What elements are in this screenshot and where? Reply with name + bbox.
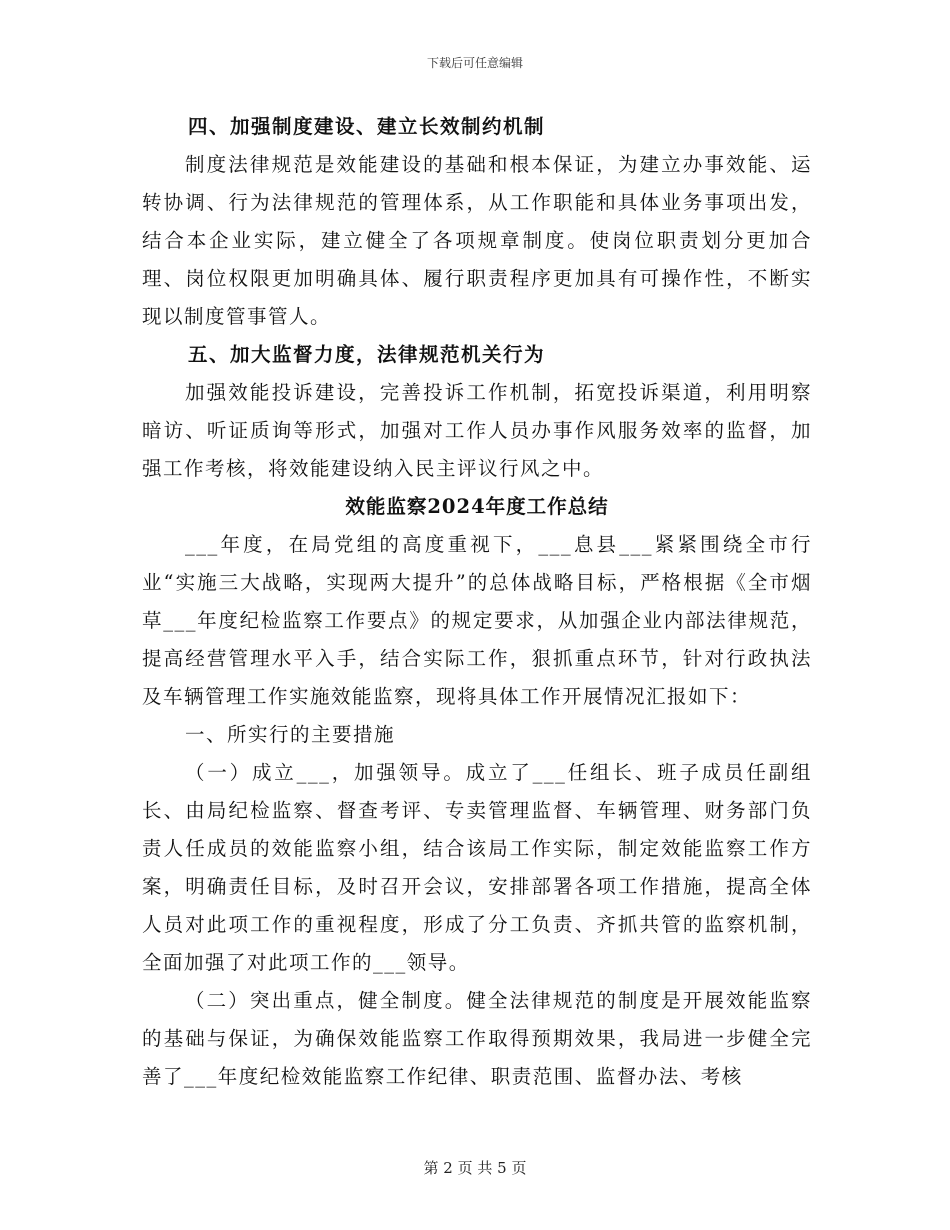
paragraph: ___年度，在局党组的高度重视下，___息县___紧紧围绕全市行业“实施三大战略，实现两大提升”的总体战略目标，严格根据《全市烟草___年度纪检监察工作要点》的规定要求，从加强企业内部法律规范，提高经营管理水平入手，结合实际工作，狠抓重点环节，针对行政执法及车辆管理工作实施效能监察，现将具体工作开展情况汇报如下： (142, 533, 812, 708)
paragraph: 加强效能投诉建设，完善投诉工作机制，拓宽投诉渠道，利用明察暗访、听证质询等形式，加强对工作人员办事作风服务效率的监督，加强工作考核，将效能建设纳入民主评议行风之中。 (142, 381, 812, 480)
page-number: 第 2 页 共 5 页 (423, 1159, 527, 1177)
paragraph: 制度法律规范是效能建设的基础和根本保证，为建立办事效能、运转协调、行为法律规范的管理体系，从工作职能和具体业务事项出发，结合本企业实际，建立健全了各项规章制度。使岗位职责划分更加合理、岗位权限更加明确具体、履行职责程序更加具有可操作性，不断实现以制度管事管人。 (142, 153, 812, 328)
subheading: 一、所实行的主要措施 (185, 723, 396, 746)
page-header: 下载后可任意编辑 (426, 56, 523, 70)
section-heading-4: 四、加强制度建设、建立长效制约机制 (188, 115, 546, 138)
paragraph: （二）突出重点，健全制度。健全法律规范的制度是开展效能监察的基础与保证，为确保效能监察工作取得预期效果，我局进一步健全完善了___年度纪检效能监察工作纪律、职责范围、监督办法、考核 (142, 989, 812, 1088)
document-body (142, 108, 812, 1096)
section-heading-5: 五、加大监督力度，法律规范机关行为 (188, 343, 546, 366)
document-title: 效能监察2024年度工作总结 (345, 495, 609, 518)
paragraph: （一）成立___，加强领导。成立了___任组长、班子成员任副组长、由局纪检监察、督查考评、专卖管理监督、车辆管理、财务部门负责人任成员的效能监察小组，结合该局工作实际，制定效能监察工作方案，明确责任目标，及时召开会议，安排部署各项工作措施，提高全体人员对此项工作的重视程度，形成了分工负责、齐抓共管的监察机制，全面加强了对此项工作的___领导。 (142, 761, 812, 974)
